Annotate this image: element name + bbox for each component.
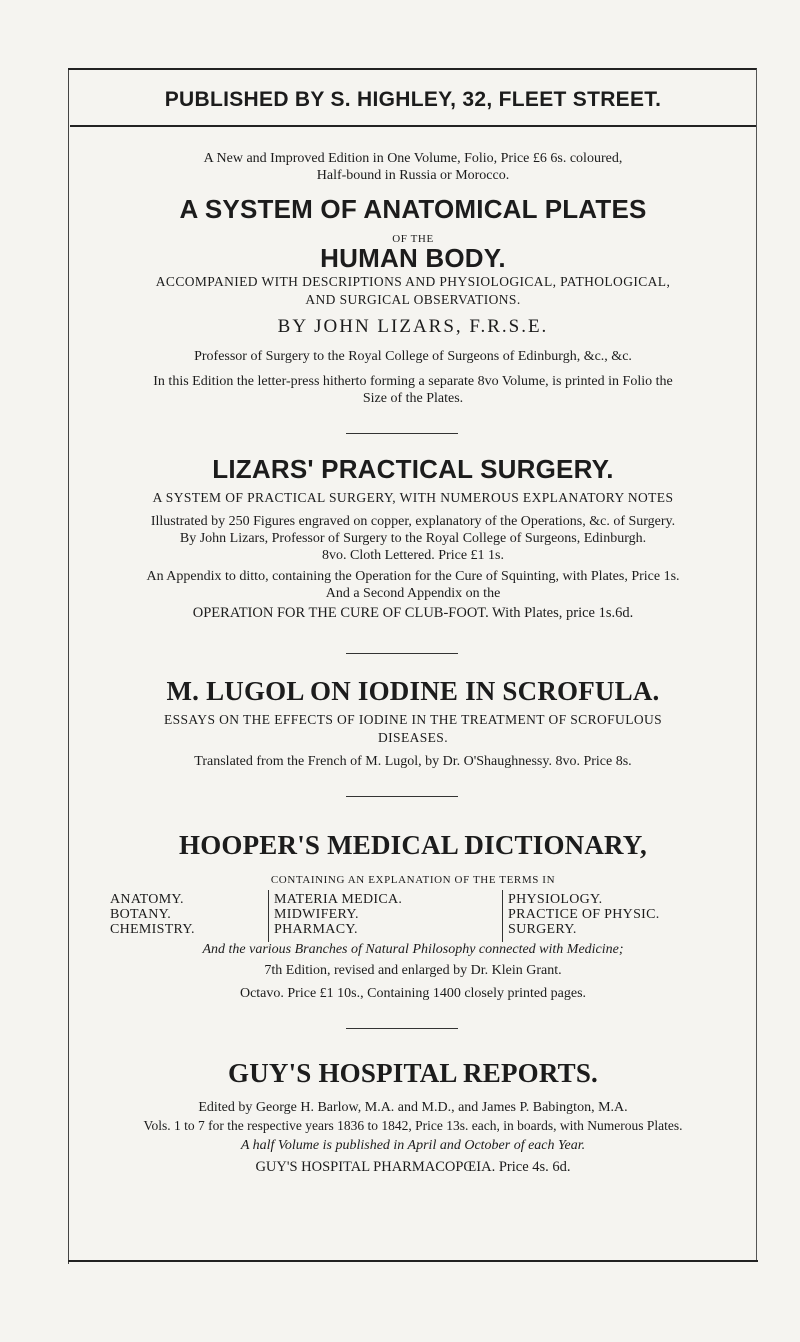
hooper-octavo: Octavo. Price £1 10s., Containing 1400 closely printed pages.: [239, 986, 587, 1001]
hooper-containing: CONTAINING AN EXPLANATION OF THE TERMS IN: [270, 874, 556, 886]
hooper-term: PRACTICE OF PHYSIC.: [508, 907, 660, 922]
section-divider: [346, 653, 458, 654]
hooper-term: MATERIA MEDICA.: [274, 892, 403, 907]
anatomical-subtitle: HUMAN BODY.: [320, 243, 506, 273]
hooper-title: HOOPER'S MEDICAL DICTIONARY,: [179, 830, 647, 860]
guys-edited: Edited by George H. Barlow, M.A. and M.D., and James P. Babington, M.A.: [198, 1100, 628, 1115]
section-divider: [346, 1028, 458, 1029]
hooper-term: MIDWIFERY.: [274, 907, 359, 922]
section-divider: [346, 433, 458, 434]
anatomical-title: A SYSTEM OF ANATOMICAL PLATES: [179, 194, 647, 224]
hooper-edition: 7th Edition, revised and enlarged by Dr. Klein Grant.: [264, 963, 562, 978]
lugol-subtitle-line2: DISEASES.: [378, 730, 448, 745]
anatomical-of-the: OF THE: [392, 233, 434, 245]
hooper-term: CHEMISTRY.: [110, 922, 195, 937]
guys-half-volume: A half Volume is published in April and October of each Year.: [240, 1138, 586, 1153]
hooper-branches: And the various Branches of Natural Philosophy connected with Medicine;: [202, 942, 624, 957]
anatomical-accompanied-line1: ACCOMPANIED WITH DESCRIPTIONS AND PHYSIOLOGICAL, PATHOLOGICAL,: [155, 274, 671, 289]
anatomical-edition-line2: Half-bound in Russia or Morocco.: [316, 168, 510, 183]
surgery-line1: Illustrated by 250 Figures engraved on copper, explanatory of the Operations, &c. of Surgery.: [150, 514, 676, 529]
hooper-terms-col1: [110, 892, 195, 937]
hooper-terms-col2: [274, 892, 402, 937]
anatomical-accompanied-line2: AND SURGICAL OBSERVATIONS.: [305, 292, 521, 307]
hooper-term: PHYSIOLOGY.: [508, 892, 603, 907]
anatomical-author: BY JOHN LIZARS, F.R.S.E.: [277, 316, 549, 337]
anatomical-note-line1: In this Edition the letter-press hitherto forming a separate 8vo Volume, is printed in Folio the: [153, 374, 673, 389]
hooper-term: BOTANY.: [110, 907, 172, 922]
section-divider: [346, 796, 458, 797]
hooper-term: SURGERY.: [508, 922, 577, 937]
hooper-terms-col3: [508, 892, 660, 937]
bottom-divider: [68, 1260, 758, 1262]
anatomical-note-line2: Size of the Plates.: [362, 391, 464, 406]
hooper-column-divider: [502, 890, 503, 942]
surgery-line3: 8vo. Cloth Lettered. Price £1 1s.: [322, 548, 504, 563]
lugol-title: M. LUGOL ON IODINE IN SCROFULA.: [166, 676, 660, 706]
surgery-line4: An Appendix to ditto, containing the Operation for the Cure of Squinting, with Plates, Price 1s.: [146, 569, 680, 584]
publisher-header: PUBLISHED BY S. HIGHLEY, 32, FLEET STREET.: [164, 88, 662, 111]
lugol-subtitle-line1: ESSAYS ON THE EFFECTS OF IODINE IN THE TREATMENT OF SCROFULOUS: [163, 712, 663, 727]
hooper-term: PHARMACY.: [274, 922, 358, 937]
guys-title: GUY'S HOSPITAL REPORTS.: [228, 1058, 598, 1088]
hooper-term: ANATOMY.: [110, 892, 184, 907]
header-divider: [70, 125, 756, 127]
surgery-subtitle: A SYSTEM OF PRACTICAL SURGERY, WITH NUMEROUS EXPLANATORY NOTES: [152, 490, 674, 505]
lugol-translated: Translated from the French of M. Lugol, by Dr. O'Shaughnessy. 8vo. Price 8s.: [194, 754, 632, 769]
guys-pharmacopoeia: GUY'S HOSPITAL PHARMACOPŒIA. Price 4s. 6d.: [255, 1159, 571, 1175]
surgery-line6: OPERATION FOR THE CURE OF CLUB-FOOT. With Plates, price 1s.6d.: [192, 605, 634, 621]
anatomical-edition-line1: A New and Improved Edition in One Volume, Folio, Price £6 6s. coloured,: [203, 151, 623, 166]
surgery-title: LIZARS' PRACTICAL SURGERY.: [212, 454, 614, 484]
anatomical-professor: Professor of Surgery to the Royal College of Surgeons of Edinburgh, &c., &c.: [194, 349, 632, 364]
surgery-line2: By John Lizars, Professor of Surgery to the Royal College of Surgeons, Edinburgh.: [179, 531, 647, 546]
hooper-column-divider: [268, 890, 269, 942]
surgery-line5: And a Second Appendix on the: [325, 586, 501, 601]
guys-vols: Vols. 1 to 7 for the respective years 1836 to 1842, Price 13s. each, in boards, with Numerous Plates.: [143, 1118, 683, 1133]
